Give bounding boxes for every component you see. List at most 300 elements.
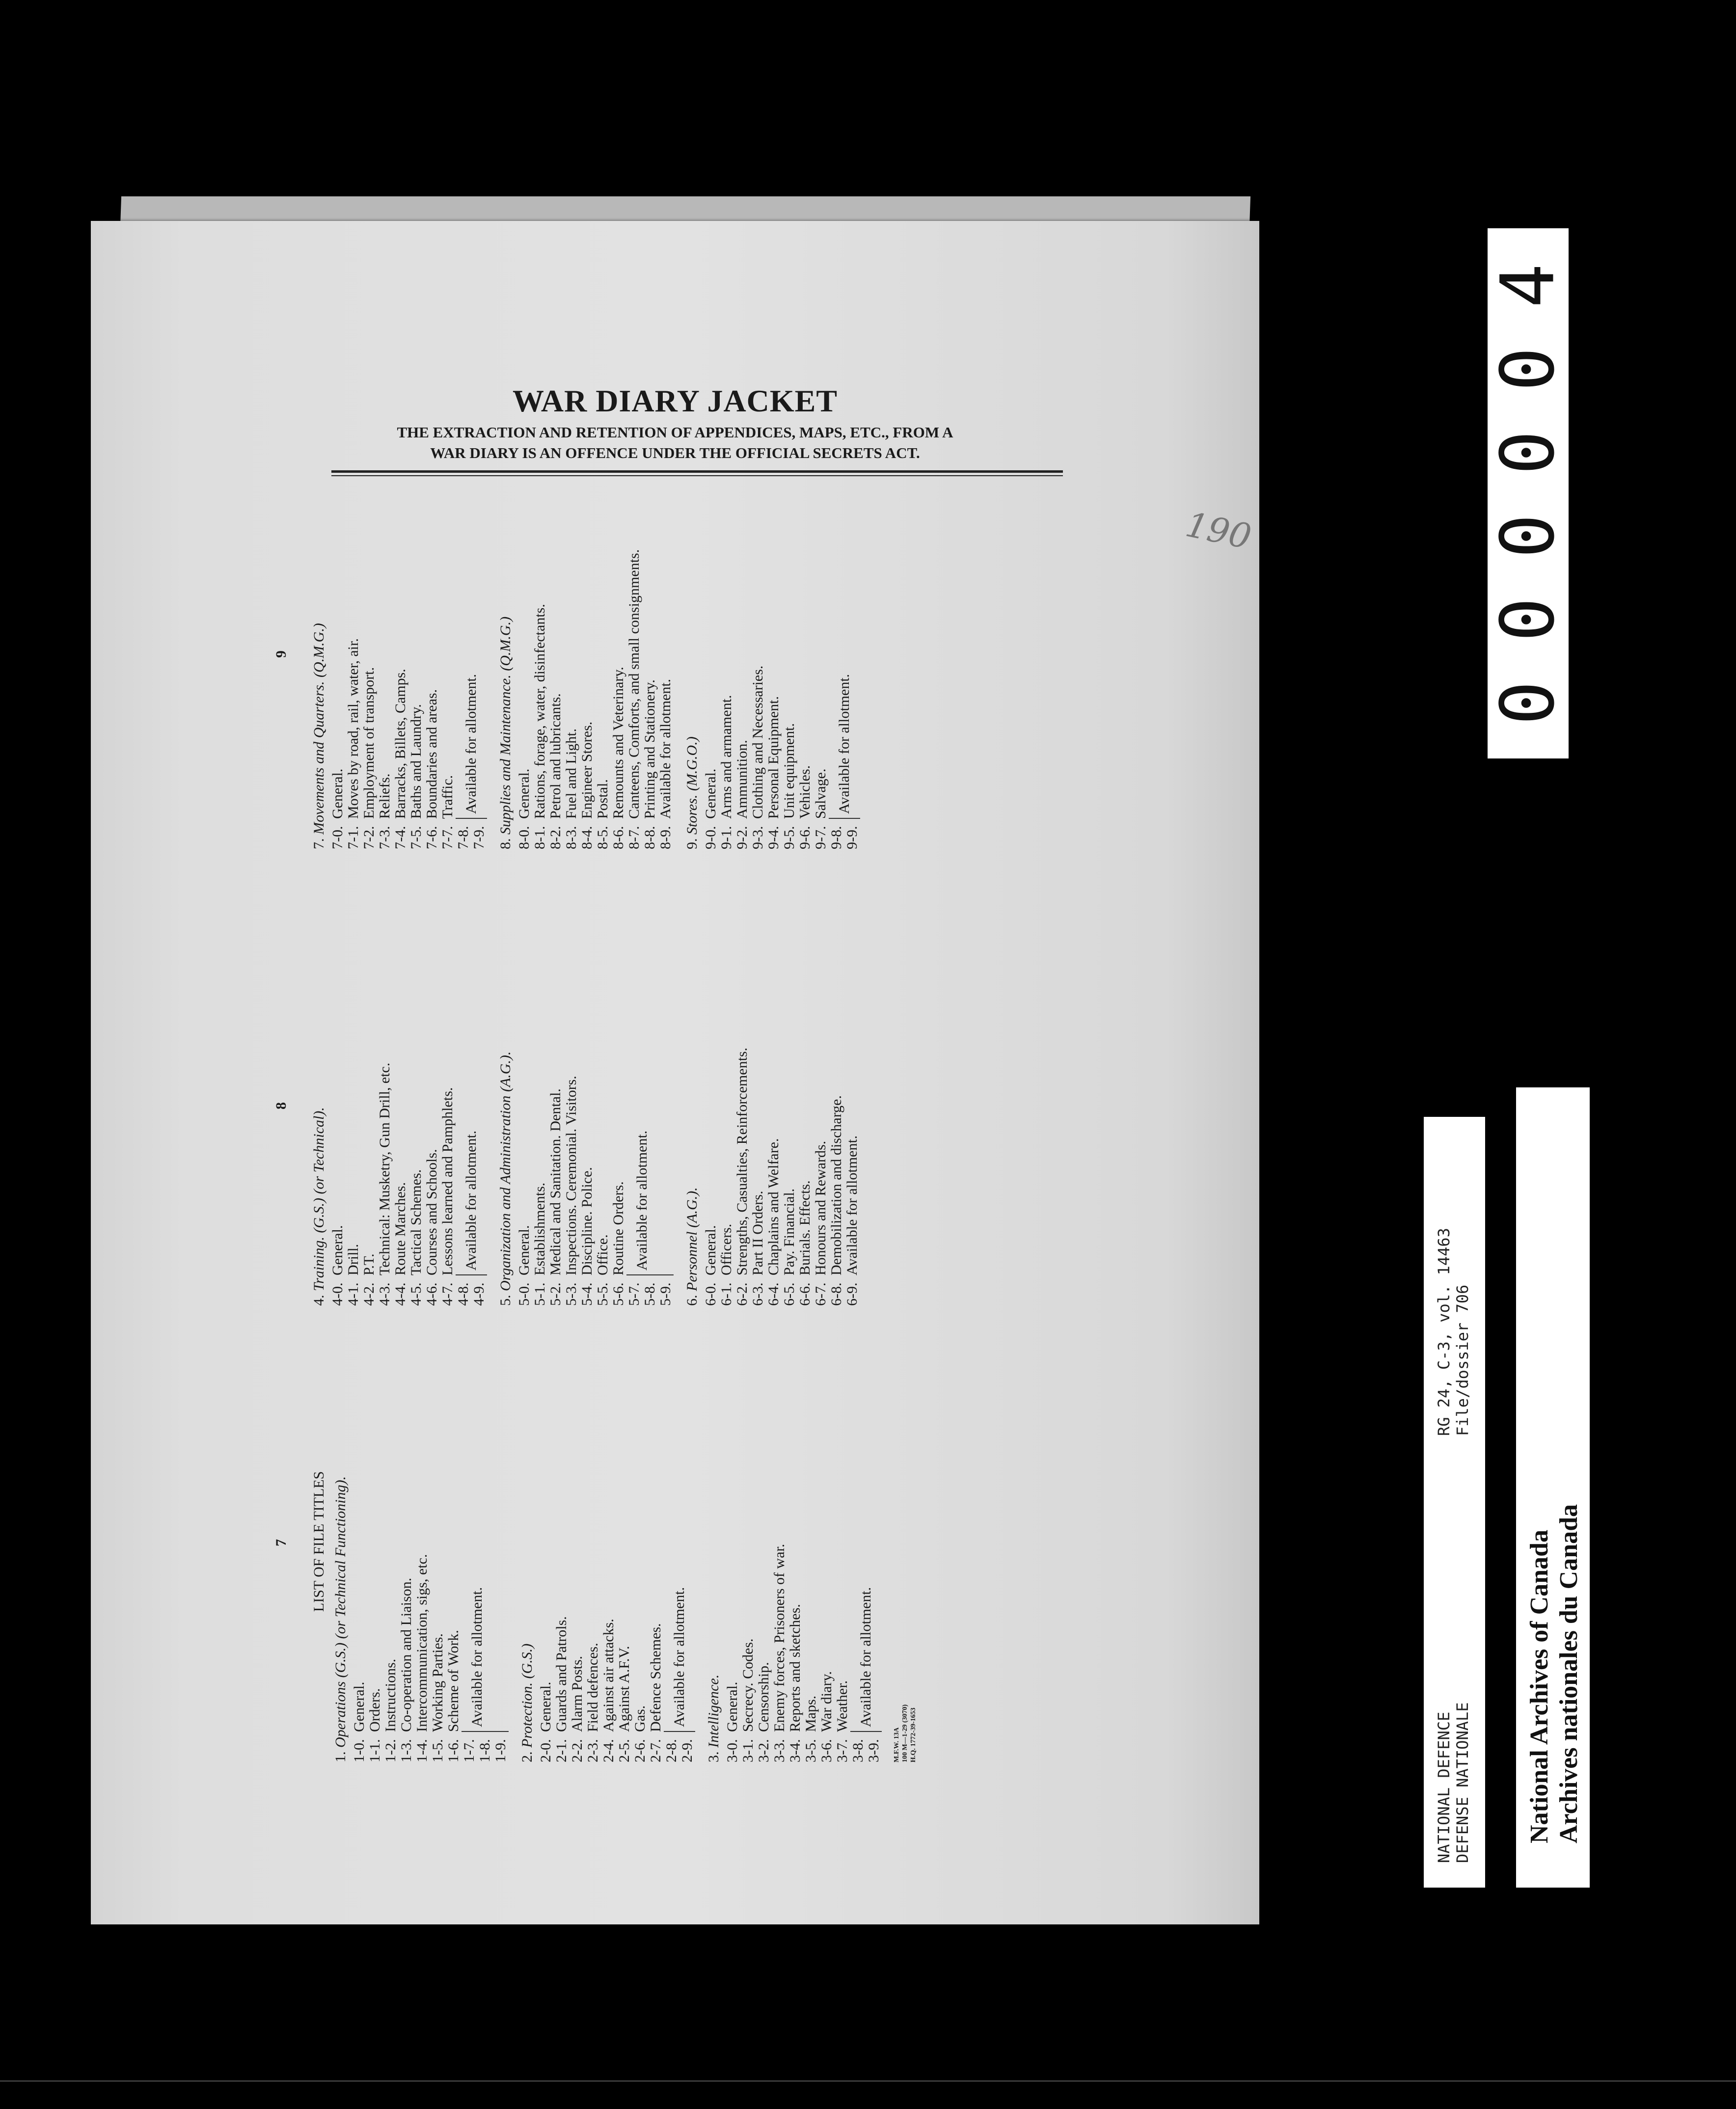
file-title-item: [446, 1321, 461, 1762]
section-authority: (G.S.): [519, 1643, 535, 1679]
page-number-row: [273, 363, 298, 1762]
file-title-item: [579, 1048, 595, 1306]
section-authority: (Q.M.G.): [311, 623, 327, 678]
file-title: Routine Orders.: [610, 1181, 626, 1275]
file-title: Secrecy. Codes.: [740, 1638, 756, 1732]
file-title-item: [611, 549, 626, 849]
file-number: 5-5.: [595, 1282, 611, 1306]
print-code: M.F.W. 13A: [893, 1727, 900, 1762]
file-number: 3-9.: [866, 1739, 882, 1762]
file-title: General.: [329, 1225, 346, 1275]
file-title: General.: [329, 768, 346, 819]
section-heading: [311, 549, 327, 849]
frame-number-stamp: [1485, 228, 1571, 758]
file-title-item: [346, 1048, 361, 1306]
list-column-1: [311, 1321, 918, 1762]
file-number: 5-0.: [516, 1282, 532, 1306]
file-title: Part II Orders.: [750, 1190, 766, 1275]
file-title: General.: [516, 1225, 532, 1275]
file-number: 4-0.: [329, 1282, 346, 1306]
file-title: Officers.: [718, 1223, 734, 1275]
file-title: Intercommunication, sigs, etc.: [414, 1554, 430, 1732]
print-code: H.Q. 1772-39-1653: [910, 1707, 917, 1762]
file-title-item: [797, 549, 813, 849]
file-title: Printing and Stationery.: [642, 679, 658, 819]
file-number: 6-9.: [844, 1282, 860, 1306]
file-title-item: [538, 1321, 554, 1762]
available-numbers: [850, 1731, 882, 1762]
file-title-item: [648, 1321, 664, 1762]
file-title-item: [564, 549, 579, 849]
file-title: Censorship.: [756, 1662, 772, 1732]
file-number: 1-1.: [367, 1739, 383, 1762]
file-title-item: [377, 549, 393, 849]
file-title-item: [414, 1321, 430, 1762]
file-title: Unit equipment.: [781, 723, 797, 819]
stamp-digit: 0: [1485, 680, 1571, 726]
file-number: 6-6.: [797, 1282, 813, 1306]
file-title-item: [532, 549, 548, 849]
section-block: [498, 549, 674, 849]
file-number: 7-7.: [439, 826, 456, 849]
file-number: 7-2.: [361, 826, 377, 849]
file-title: Route Marches.: [392, 1182, 408, 1275]
available-group: [664, 1587, 695, 1762]
file-title-item: [585, 1321, 601, 1762]
section-block: [333, 1321, 509, 1762]
file-number: 8-9.: [657, 826, 674, 849]
file-title-item: [734, 549, 750, 849]
file-number: 9-7.: [813, 826, 829, 849]
file-number: 9-8.: [828, 826, 844, 849]
file-title-item: [829, 1048, 844, 1306]
file-title-item: [766, 1048, 782, 1306]
file-number: 3-7.: [834, 1739, 850, 1762]
section-block: [684, 549, 860, 849]
file-number: 8-6.: [610, 826, 626, 849]
file-number: 7-6.: [424, 826, 440, 849]
available-numbers: [456, 818, 487, 849]
file-title-item: [787, 1321, 803, 1762]
section-name: Personnel: [684, 1231, 700, 1291]
file-number: 5-3.: [563, 1282, 579, 1306]
section-number: 1.: [332, 1751, 349, 1762]
file-number: 1-3.: [398, 1739, 414, 1762]
file-title: Boundaries and areas.: [424, 689, 440, 819]
file-number: 3-4.: [787, 1739, 803, 1762]
file-title: Chaplains and Welfare.: [765, 1138, 782, 1275]
file-number: 3-5.: [803, 1739, 819, 1762]
file-number: 9-3.: [750, 826, 766, 849]
file-number: 3-0.: [724, 1739, 740, 1762]
file-title: Courses and Schools.: [424, 1149, 440, 1275]
file-number: 6-7.: [813, 1282, 829, 1306]
available-numbers: [456, 1274, 487, 1306]
file-title-item: [393, 1048, 408, 1306]
file-number: 9-5.: [781, 826, 797, 849]
stamp-digit: 0: [1485, 597, 1571, 642]
file-title: Clothing and Necessaries.: [750, 665, 766, 819]
file-number: 2-6.: [632, 1739, 648, 1762]
file-title-item: [835, 1321, 850, 1762]
section-name: Organization and Administration: [497, 1095, 514, 1291]
file-number: 4-3.: [377, 1282, 393, 1306]
file-number: 8-7.: [626, 826, 642, 849]
file-title: Petrol and lubricants.: [547, 693, 564, 819]
section-authority: (A.G.).: [497, 1051, 514, 1092]
file-number: 1-9.: [492, 1739, 509, 1762]
section-name: Supplies and Maintenance.: [497, 675, 514, 835]
section-number: 6.: [684, 1295, 700, 1306]
file-number: 6-2.: [734, 1282, 750, 1306]
file-title-item: [595, 549, 611, 849]
file-title: Rations, forage, water, disinfectants.: [532, 604, 548, 819]
file-number: 2-2.: [569, 1739, 585, 1762]
section-name: Intelligence.: [705, 1674, 722, 1748]
file-title-item: [516, 549, 532, 849]
file-title: Available for allotment.: [844, 1135, 860, 1275]
bottom-border-line: [0, 2081, 1736, 2082]
file-number: 3-3.: [771, 1739, 787, 1762]
file-number: 5-1.: [532, 1282, 548, 1306]
file-title-item: [611, 1048, 626, 1306]
file-number: 2-5.: [616, 1739, 632, 1762]
section-heading: [498, 549, 514, 849]
file-number: 9-2.: [734, 826, 750, 849]
file-title-item: [424, 1048, 440, 1306]
file-title: Gas.: [632, 1705, 648, 1732]
label-reference-lines: [1435, 1228, 1472, 1436]
file-title-item: [803, 1321, 819, 1762]
file-title: Against air attacks.: [600, 1619, 617, 1732]
file-number: 8-3.: [563, 826, 579, 849]
file-number: 4-8.: [455, 1282, 471, 1306]
file-title: General.: [516, 768, 532, 819]
file-title: Personal Equipment.: [765, 696, 782, 819]
file-title: Weather.: [834, 1680, 850, 1732]
file-number: 1-5.: [430, 1739, 446, 1762]
file-title-item: [756, 1321, 772, 1762]
file-title: Engineer Stores.: [579, 721, 595, 819]
file-title-item: [813, 549, 829, 849]
file-number: 5-2.: [547, 1282, 564, 1306]
file-number: 6-0.: [703, 1282, 719, 1306]
file-number: 5-7.: [626, 1282, 642, 1306]
file-number: 8-1.: [532, 826, 548, 849]
file-title: Working Parties.: [430, 1633, 446, 1732]
file-title: General.: [538, 1681, 554, 1732]
file-title: General.: [724, 1681, 740, 1732]
available-label: Available for allotment.: [671, 1587, 687, 1727]
file-title-item: [408, 549, 424, 849]
file-title-item: [383, 1321, 399, 1762]
file-title-item: [750, 1048, 766, 1306]
file-title: Field defences.: [585, 1643, 601, 1732]
available-numbers: [829, 818, 860, 849]
available-label: Available for allotment.: [463, 674, 479, 814]
file-number: 8-5.: [595, 826, 611, 849]
section-block: [498, 1048, 674, 1306]
file-title-item: [642, 549, 658, 849]
stamp-digit: 0: [1485, 347, 1571, 392]
file-title-item: [548, 549, 564, 849]
file-title-item: [632, 1321, 648, 1762]
file-title-item: [782, 1048, 797, 1306]
section-number: 2.: [519, 1751, 535, 1762]
file-number: 2-0.: [538, 1739, 554, 1762]
available-group: [829, 674, 860, 849]
file-title: General.: [703, 768, 719, 819]
file-number: 8-0.: [516, 826, 532, 849]
file-number: 5-8.: [642, 1282, 658, 1306]
label-reference-1: RG 24, C-3, vol. 14463: [1435, 1228, 1453, 1436]
file-title: Drill.: [345, 1244, 361, 1275]
available-label: Available for allotment.: [858, 1587, 874, 1727]
file-number: 6-5.: [781, 1282, 797, 1306]
file-title-item: [740, 1321, 756, 1762]
file-number: 4-5.: [408, 1282, 424, 1306]
section-heading: [684, 1048, 700, 1306]
file-title-item: [772, 1321, 787, 1762]
file-title: Pay. Financial.: [781, 1188, 797, 1275]
file-title: Honours and Rewards.: [813, 1140, 829, 1275]
file-number: 8-2.: [547, 826, 564, 849]
file-number: 5-6.: [610, 1282, 626, 1306]
available-numbers: [626, 1274, 674, 1306]
available-group: [456, 1131, 487, 1306]
available-group: [626, 1131, 674, 1306]
stamp-digit: 0: [1485, 430, 1571, 475]
file-title-item: [725, 1321, 740, 1762]
label-line-2: DEFENSE NATIONALE: [1453, 1702, 1472, 1863]
section-block: [311, 549, 487, 849]
file-title-item: [601, 1321, 617, 1762]
file-title: Medical and Sanitation. Dental.: [547, 1088, 564, 1275]
file-title: Co-operation and Liaison.: [398, 1577, 414, 1732]
file-title-item: [766, 549, 782, 849]
file-number: 4-2.: [361, 1282, 377, 1306]
file-title: Technical: Musketry, Gun Drill, etc.: [377, 1062, 393, 1275]
file-number: 7-9.: [471, 826, 487, 849]
file-number: 6-4.: [765, 1282, 782, 1306]
section-heading: [684, 549, 700, 849]
file-title-item: [719, 1048, 734, 1306]
file-titles-list: [273, 363, 960, 1762]
file-title: Against A.F.V.: [616, 1646, 632, 1732]
file-number: 3-8.: [850, 1739, 866, 1762]
section-number: 5.: [497, 1295, 514, 1306]
file-title: Fuel and Light.: [563, 728, 579, 819]
file-title-item: [346, 549, 361, 849]
available-label: Available for allotment.: [463, 1130, 479, 1271]
section-authority: (A.G.).: [684, 1187, 700, 1228]
file-number: 1-8.: [477, 1739, 493, 1762]
file-title: Baths and Laundry.: [408, 704, 424, 819]
file-number: 2-9.: [679, 1739, 695, 1762]
section-name: Training.: [311, 1237, 327, 1291]
file-number: 2-3.: [585, 1739, 601, 1762]
print-codes: [893, 1321, 918, 1762]
nac-line-1: National Archives of Canada: [1525, 1530, 1553, 1843]
section-block: [311, 1048, 487, 1306]
file-title: Inspections. Ceremonial. Visitors.: [563, 1076, 579, 1275]
file-title-item: [703, 1048, 719, 1306]
file-title: Burials. Effects.: [797, 1180, 813, 1275]
section-number: 8.: [497, 838, 514, 849]
section-authority: (G.S.) (or Technical Functioning).: [332, 1476, 349, 1678]
stamp-digit: 0: [1485, 514, 1571, 559]
section-heading: [498, 1048, 514, 1306]
file-title-item: [377, 1048, 393, 1306]
file-title-item: [595, 1048, 611, 1306]
file-title: Reports and sketches.: [787, 1604, 803, 1732]
file-title: Arms and armament.: [718, 695, 734, 819]
file-title-item: [361, 549, 377, 849]
section-name: Operations: [332, 1681, 349, 1748]
available-label: Available for allotment.: [634, 1130, 650, 1271]
file-title: Available for allotment.: [657, 678, 674, 819]
file-title-item: [548, 1048, 564, 1306]
label-defence-lines: [1435, 1702, 1472, 1863]
file-title-item: [516, 1048, 532, 1306]
section-number: 7.: [311, 838, 327, 849]
label-reference-2: File/dossier 706: [1453, 1284, 1472, 1436]
national-defence-label: [1424, 1117, 1485, 1888]
file-title-item: [626, 549, 642, 849]
page-number-8: 8: [273, 1102, 289, 1109]
file-number: 3-6.: [818, 1739, 835, 1762]
file-number: 9-1.: [718, 826, 734, 849]
file-title-item: [532, 1048, 548, 1306]
file-title-item: [330, 1048, 346, 1306]
list-title: LIST OF FILE TITLES: [311, 1471, 327, 1612]
file-title: Maps.: [803, 1695, 819, 1732]
stamp-digit: 4: [1485, 263, 1571, 308]
file-number: 1-7.: [461, 1739, 477, 1762]
file-title-item: [393, 549, 408, 849]
file-title-item: [570, 1321, 585, 1762]
file-title-item: [617, 1321, 632, 1762]
jacket-title: WAR DIARY JACKET: [512, 383, 838, 418]
file-title: Remounts and Veterinary.: [610, 667, 626, 819]
file-title: Defence Schemes.: [648, 1623, 664, 1732]
file-number: 3-2.: [756, 1739, 772, 1762]
file-title-item: [797, 1048, 813, 1306]
file-title-item: [440, 549, 456, 849]
available-group: [456, 674, 487, 849]
file-number: 1-6.: [445, 1739, 461, 1762]
nac-line-2: Archives nationales du Canada: [1555, 1504, 1583, 1843]
section-authority: (M.G.O.): [684, 736, 700, 791]
file-title-item: [782, 549, 797, 849]
section-number: 4.: [311, 1295, 327, 1306]
file-number: 7-8.: [455, 826, 471, 849]
file-title: Tactical Schemes.: [408, 1169, 424, 1275]
file-title: Establishments.: [532, 1182, 548, 1275]
file-number: 2-4.: [600, 1739, 617, 1762]
file-title-item: [819, 1321, 835, 1762]
available-numbers: [664, 1731, 695, 1762]
file-title: Moves by road, rail, water, air.: [345, 638, 361, 819]
section-authority: (G.S.) (or Technical).: [311, 1107, 327, 1233]
section-name: Stores.: [684, 794, 700, 835]
section-block: [684, 1048, 860, 1306]
file-title-item: [424, 549, 440, 849]
file-number: 3-1.: [740, 1739, 756, 1762]
file-title: Vehicles.: [797, 765, 813, 819]
file-title-item: [734, 1048, 750, 1306]
file-title-item: [408, 1048, 424, 1306]
file-title-item: [750, 549, 766, 849]
file-title-item: [564, 1048, 579, 1306]
file-title: General.: [351, 1681, 367, 1732]
file-title-item: [719, 549, 734, 849]
section-name: Protection.: [519, 1682, 535, 1748]
file-title: Demobilization and discharge.: [828, 1095, 844, 1275]
section-authority: (Q.M.G.): [497, 616, 514, 671]
file-number: 7-3.: [377, 826, 393, 849]
file-title-item: [579, 549, 595, 849]
section-heading: [706, 1321, 722, 1762]
file-number: 9-0.: [703, 826, 719, 849]
file-number: 4-9.: [471, 1282, 487, 1306]
file-number: 1-0.: [351, 1739, 367, 1762]
section-heading: [311, 1048, 327, 1306]
subtitle-line-1: THE EXTRACTION AND RETENTION OF APPENDICES, MAPS, ETC., FROM A: [397, 424, 953, 441]
file-title-item: [361, 1048, 377, 1306]
file-title: Lessons learned and Pamphlets.: [439, 1087, 456, 1275]
handwritten-mark: 190: [1182, 504, 1255, 557]
section-block: [519, 1321, 695, 1762]
file-title-item: [440, 1048, 456, 1306]
file-number: 7-1.: [345, 826, 361, 849]
section-block: [706, 1321, 882, 1762]
available-label: Available for allotment.: [469, 1587, 485, 1727]
file-title-item: [330, 549, 346, 849]
page-number-9: 9: [273, 650, 289, 658]
file-title-item: [658, 549, 674, 849]
file-title: Employment of transport.: [361, 667, 377, 819]
subtitle-line-2: WAR DIARY IS AN OFFENCE UNDER THE OFFICIAL SECRETS ACT.: [430, 444, 920, 461]
file-number: 5-9.: [657, 1282, 674, 1306]
file-number: 7-0.: [329, 826, 346, 849]
file-number: 7-4.: [392, 826, 408, 849]
file-number: 1-4.: [414, 1739, 430, 1762]
available-group: [850, 1587, 882, 1762]
file-number: 9-6.: [797, 826, 813, 849]
file-title: Ammunition.: [734, 740, 750, 819]
section-name: Movements and Quarters.: [311, 681, 327, 835]
file-title-item: [399, 1321, 414, 1762]
file-title-item: [554, 1321, 570, 1762]
page-number-7: 7: [273, 1539, 289, 1546]
nac-label-text: [1525, 1504, 1584, 1843]
file-title: Instructions.: [382, 1658, 399, 1732]
section-heading: [333, 1321, 349, 1762]
file-number: 2-8.: [663, 1739, 679, 1762]
file-title: Guards and Patrols.: [553, 1616, 570, 1732]
file-title: Discipline. Police.: [579, 1167, 595, 1275]
file-title: Orders.: [367, 1688, 383, 1732]
section-number: 9.: [684, 838, 700, 849]
file-title: Traffic.: [439, 775, 456, 819]
file-number: 8-8.: [642, 826, 658, 849]
file-number: 8-4.: [579, 826, 595, 849]
file-title: Canteens, Comforts, and small consignments.: [626, 549, 642, 819]
list-column-3: [311, 549, 871, 849]
file-number: 9-4.: [765, 826, 782, 849]
available-group: [461, 1587, 509, 1762]
